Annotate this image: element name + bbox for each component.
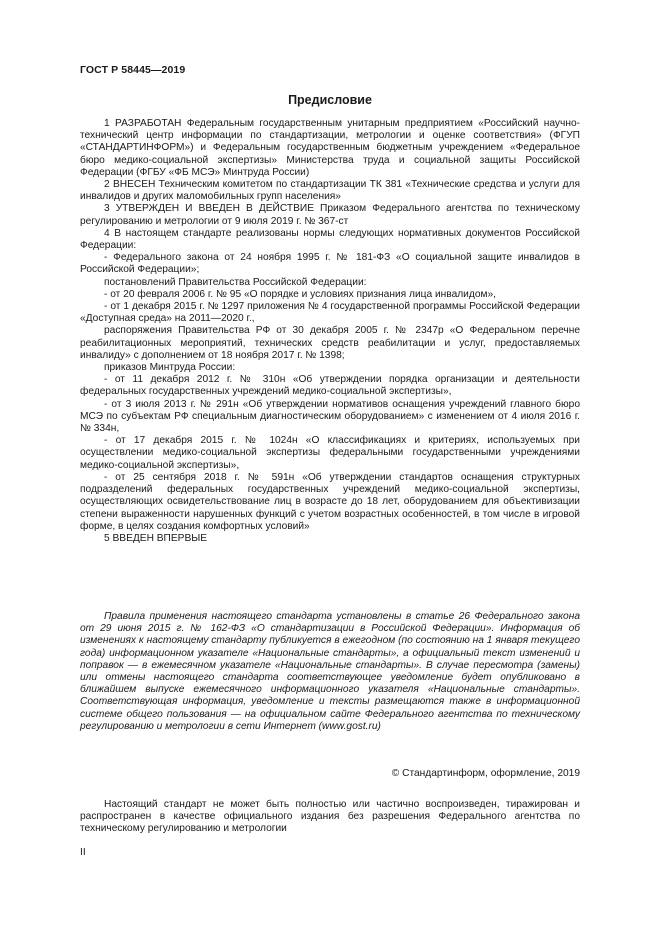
list-item: - от 3 июля 2013 г. № 291н «Об утверждении нормативов оснащения учреждений главного бюро МСЭ по субъектам РФ специальным диагностическим оборудованием» с изменением от 4 июля 2016 г. № 334н, — [80, 398, 580, 435]
application-rules-notice: Правила применения настоящего стандарта установлены в статье 26 Федерального закона от 29 июня 2015 г. № 162-ФЗ «О стандартизации в Российской Федерации». Информация об изменениях к настоящему стандарту публикуется в ежегодном (по состоянию на 1 января текущего года) информационном указателе «Национальные стандарты», а официальный текст изменений и поправок — в ежемесячном указателе «Национальные стандарты». В случае пересмотра (замены) или отмены настоящего стандарта соответствующее уведомление будет опубликовано в ближайшем выпуске ежемесячного информационного указателя «Национальные стандарты». Соответствующая информация, уведомление и тексты размещаются также в информационной системе общего пользования — на официальном сайте Федерального агентства по техническому регулированию и метрологии в сети Интернет (www.gost.ru) — [80, 611, 580, 732]
list-item: - Федерального закона от 24 ноября 1995 г. № 181-ФЗ «О социальной защите инвалидов в Российской Федерации»; — [80, 252, 580, 276]
page-title: Предисловие — [288, 93, 372, 107]
copyright-line: © Стандартинформ, оформление, 2019 — [391, 768, 580, 779]
foreword-body — [80, 118, 580, 545]
page-number: II — [80, 847, 86, 858]
paragraph-developed: 1 РАЗРАБОТАН Федеральным государственным унитарным предприятием «Российский научно-технический центр информации по стандартизации, метрологии и оценке соответствия» (ФГУП «СТАНДАРТИНФОРМ») и Федеральным государственным бюджетным учреждением «Федеральное бюро медико-социальной экспертизы» Министерства труда и социальной защиты Российской Федерации (ФГБУ «ФБ МСЭ» Минтруда России) — [80, 118, 580, 178]
list-item: - от 17 декабря 2015 г. № 1024н «О классификациях и критериях, используемых при осуществлении медико-социальной экспертизы федеральными государственными учреждениями медико-социальной экспертизы», — [80, 435, 580, 471]
list-item: - от 11 декабря 2012 г. № 310н «Об утверждении порядка организации и деятельности федеральных государственных учреждений медико-социальной экспертизы», — [80, 374, 580, 398]
paragraph-norms-intro: 4 В настоящем стандарте реализованы нормы следующих нормативных документов Российской Федерации: — [80, 227, 580, 252]
list-item: распоряжения Правительства РФ от 30 декабря 2005 г. № 2347р «О Федеральном перечне реабилитационных мероприятий, технических средств реабилитации и услуг, предоставляемых инвалиду» с дополнением от 18 ноября 2017 г. № 1398; — [80, 325, 580, 361]
paragraph-approved: 3 УТВЕРЖДЕН И ВВЕДЕН В ДЕЙСТВИЕ Приказом Федерального агентства по техническому регулированию и метрологии от 9 июля 2019 г. № 367-ст — [80, 203, 580, 227]
list-item: - от 1 декабря 2015 г. № 1297 приложения № 4 государственной программы Российской Федерации «Доступная среда» на 2011—2020 г., — [80, 301, 580, 325]
rights-notice: Настоящий стандарт не может быть полностью или частично воспроизведен, тиражирован и распространен в качестве официального издания без разрешения Федерального агентства по техническому регулированию и метрологии — [80, 799, 580, 835]
paragraph-submitted: 2 ВНЕСЕН Техническим комитетом по стандартизации ТК 381 «Технические средства и услуги для инвалидов и других маломобильных групп населения» — [80, 179, 580, 203]
list-heading: постановлений Правительства Российской Федерации: — [104, 276, 367, 288]
standard-code: ГОСТ Р 58445—2019 — [80, 64, 186, 76]
list-heading: приказов Минтруда России: — [104, 362, 236, 374]
list-item: - от 25 сентября 2018 г. № 591н «Об утверждении стандартов оснащения структурных подразделений федеральных государственных учреждений медико-социальной экспертизы, осуществляющих освидетельствование лиц в возрасте до 18 лет, оборудованием для объективизации степени выраженности нарушенных функций с учетом возрастных особенностей, в том числе в игровой форме, в целях создания комфортных условий» — [80, 471, 580, 532]
list-item: - от 20 февраля 2006 г. № 95 «О порядке и условиях признания лица инвалидом», — [104, 288, 496, 300]
paragraph-introduced: 5 ВВЕДЕН ВПЕРВЫЕ — [104, 532, 208, 544]
